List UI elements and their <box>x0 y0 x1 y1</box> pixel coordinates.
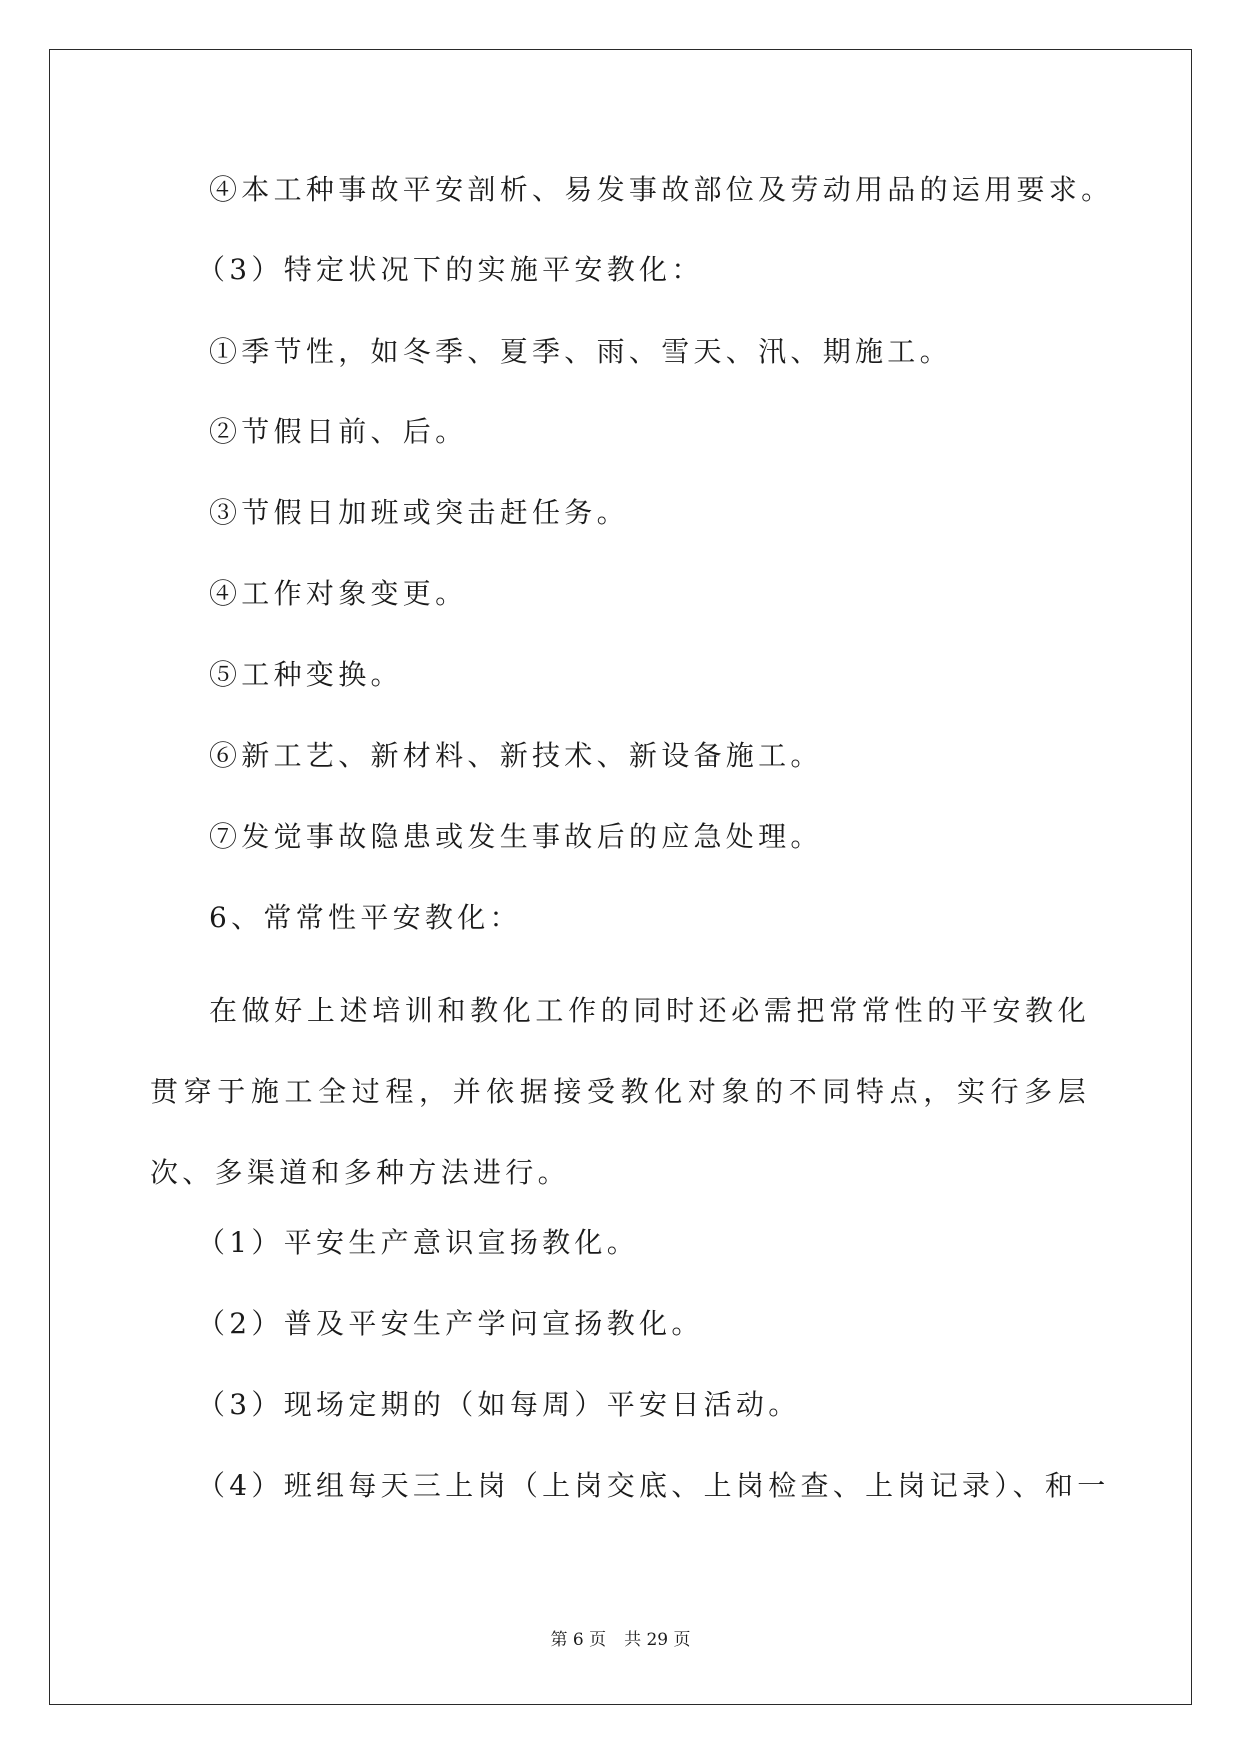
section-heading: （3）特定状况下的实施平安教化： <box>197 253 704 286</box>
list-item: ①季节性，如冬季、夏季、雨、雪天、汛、期施工。 <box>209 335 952 368</box>
body-paragraph: 在做好上述培训和教化工作的同时还必需把常常性的平安教化贯穿于施工全过程，并依据接受教化对象的不同特点，实行多层次、多渠道和多种方法进行。 <box>150 994 1090 1189</box>
page-footer <box>0 1628 1241 1652</box>
list-item: ⑤工种变换。 <box>209 658 403 691</box>
list-item: ③节假日加班或突击赶任务。 <box>209 496 629 529</box>
list-item: （3）现场定期的（如每周）平安日活动。 <box>197 1388 801 1421</box>
list-item: ④工作对象变更。 <box>209 577 468 610</box>
body-line: ④本工种事故平安剖析、易发事故部位及劳动用品的运用要求。 <box>209 173 1114 206</box>
list-item: （4）班组每天三上岗（上岗交底、上岗检查、上岗记录）、和一 <box>197 1469 1110 1502</box>
page-total: 共 29 页 <box>624 1630 691 1650</box>
page-number: 第 6 页 <box>550 1630 607 1650</box>
list-item: （1）平安生产意识宣扬教化。 <box>197 1226 640 1259</box>
list-item: ⑦发觉事故隐患或发生事故后的应急处理。 <box>209 820 823 853</box>
page-border <box>49 49 1192 1705</box>
list-item: ②节假日前、后。 <box>209 415 468 448</box>
list-item: ⑥新工艺、新材料、新技术、新设备施工。 <box>209 739 823 772</box>
section-heading: 6、常常性平安教化： <box>209 901 522 934</box>
list-item: （2）普及平安生产学问宣扬教化。 <box>197 1307 704 1340</box>
